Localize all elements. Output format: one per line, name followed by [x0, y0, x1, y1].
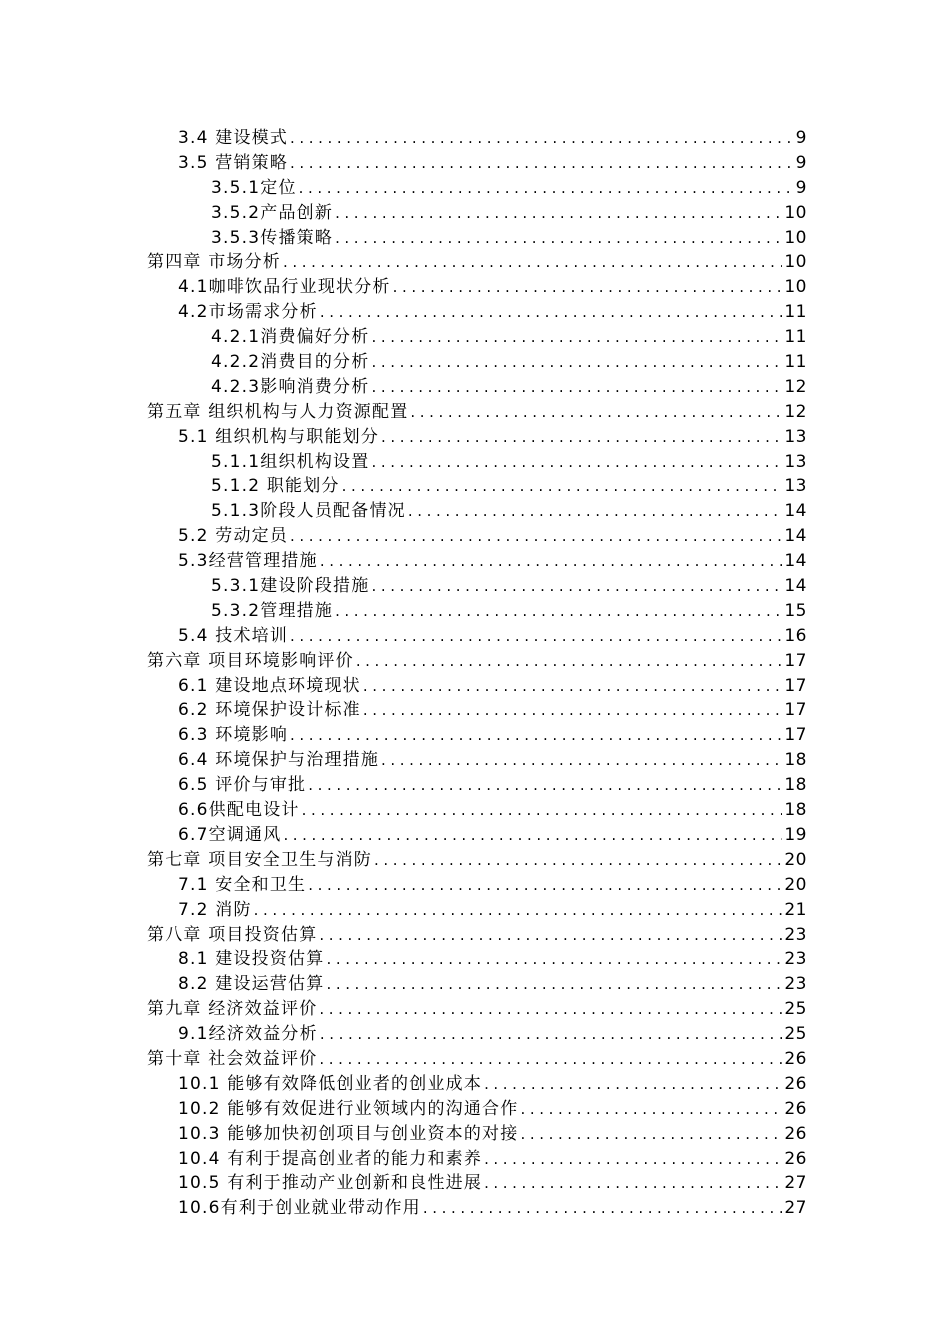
toc-entry[interactable] [147, 624, 807, 649]
toc-entry-page-number: 18 [784, 800, 807, 821]
toc-entry[interactable] [147, 201, 807, 226]
toc-entry-title: 3.4 建设模式 [178, 128, 289, 148]
toc-entry[interactable] [147, 898, 807, 923]
toc-entry-title: 10.3 能够加快初创项目与创业资本的对接 [178, 1123, 519, 1144]
toc-entry[interactable] [147, 873, 807, 898]
toc-entry-page-number: 23 [784, 924, 807, 945]
toc-entry-page-number: 10 [784, 227, 807, 248]
toc-entry-page-number: 17 [784, 650, 807, 671]
toc-entry-page-number: 10 [784, 252, 807, 273]
toc-entry-page-number: 13 [784, 451, 807, 472]
toc-entry-page-number: 11 [784, 302, 807, 323]
toc-entry[interactable] [147, 549, 807, 574]
toc-entry[interactable] [147, 574, 807, 599]
toc-entry[interactable] [147, 151, 807, 176]
toc-entry-page-number: 12 [784, 401, 807, 422]
toc-entry-page-number: 18 [784, 750, 807, 771]
toc-entry[interactable] [147, 524, 807, 549]
toc-entry-page-number: 13 [784, 476, 807, 497]
toc-dot-leader [371, 450, 782, 475]
toc-entry-title: 6.4 环境保护与治理措施 [178, 750, 380, 771]
toc-entry-page-number: 21 [784, 899, 807, 920]
toc-dot-leader [356, 649, 783, 674]
toc-dot-leader [363, 698, 783, 723]
toc-entry-title: 第七章 项目安全卫生与消防 [147, 849, 373, 870]
toc-entry[interactable] [147, 1122, 807, 1147]
toc-entry-title: 8.2 建设运营估算 [178, 974, 325, 995]
toc-entry-title: 10.2 能够有效促进行业领域内的沟通合作 [178, 1098, 519, 1119]
toc-dot-leader [320, 300, 783, 325]
toc-entry[interactable] [147, 400, 807, 425]
toc-dot-leader [371, 375, 782, 400]
toc-dot-leader [283, 823, 782, 848]
toc-dot-leader [520, 1122, 782, 1147]
toc-entry-page-number: 26 [784, 1073, 807, 1094]
toc-entry[interactable] [147, 972, 807, 997]
toc-entry[interactable] [147, 674, 807, 699]
toc-entry-page-number: 17 [784, 725, 807, 746]
toc-entry-title: 6.5 评价与审批 [178, 775, 307, 796]
toc-dot-leader [371, 325, 782, 350]
toc-entry[interactable] [147, 1147, 807, 1172]
toc-entry-title: 4.1咖啡饮品行业现状分析 [178, 277, 391, 298]
toc-dot-leader [290, 524, 782, 549]
toc-entry-page-number: 16 [784, 625, 807, 646]
toc-entry-title: 9.1经济效益分析 [178, 1024, 318, 1045]
toc-entry[interactable] [147, 325, 807, 350]
toc-entry[interactable] [147, 350, 807, 375]
toc-entry-page-number: 23 [784, 949, 807, 970]
toc-dot-leader [423, 1196, 783, 1221]
toc-dot-leader [283, 250, 782, 275]
toc-dot-leader [320, 1022, 783, 1047]
toc-entry-title: 6.3 环境影响 [178, 725, 289, 746]
toc-dot-leader [381, 748, 782, 773]
toc-entry[interactable] [147, 599, 807, 624]
toc-entry-page-number: 15 [784, 600, 807, 621]
toc-entry-page-number: 9 [795, 152, 807, 173]
toc-entry[interactable] [147, 773, 807, 798]
toc-dot-leader [335, 599, 782, 624]
toc-entry-title: 6.6供配电设计 [178, 800, 300, 821]
toc-entry-page-number: 20 [784, 874, 807, 895]
toc-entry-title: 6.2 环境保护设计标准 [178, 700, 361, 721]
toc-entry[interactable] [147, 947, 807, 972]
toc-dot-leader [374, 848, 782, 873]
toc-entry-title: 3.5.2产品创新 [211, 202, 334, 223]
toc-entry-title: 6.1 建设地点环境现状 [178, 675, 361, 696]
toc-entry-page-number: 26 [784, 1123, 807, 1144]
toc-dot-leader [484, 1072, 782, 1097]
toc-entry[interactable] [147, 798, 807, 823]
toc-dot-leader [319, 923, 782, 948]
toc-dot-leader [326, 947, 782, 972]
toc-entry-page-number: 10 [784, 277, 807, 298]
toc-dot-leader [319, 1047, 782, 1072]
toc-dot-leader [484, 1147, 782, 1172]
toc-entry[interactable] [147, 450, 807, 475]
toc-entry-page-number: 27 [784, 1173, 807, 1194]
toc-entry-page-number: 9 [795, 177, 807, 198]
toc-entry[interactable] [147, 997, 807, 1022]
toc-entry[interactable] [147, 723, 807, 748]
toc-entry-page-number: 23 [784, 974, 807, 995]
toc-entry[interactable] [147, 499, 807, 524]
toc-entry-page-number: 9 [795, 128, 807, 148]
toc-entry-page-number: 18 [784, 775, 807, 796]
toc-entry-title: 10.6有利于创业就业带动作用 [178, 1198, 421, 1219]
toc-entry-page-number: 25 [784, 999, 807, 1020]
toc-dot-leader [335, 201, 782, 226]
toc-entry-title: 第五章 组织机构与人力资源配置 [147, 401, 409, 422]
toc-entry-page-number: 26 [784, 1098, 807, 1119]
toc-dot-leader [408, 499, 783, 524]
toc-entry-page-number: 13 [784, 426, 807, 447]
toc-entry[interactable] [147, 226, 807, 251]
toc-entry-page-number: 10 [784, 202, 807, 223]
toc-entry[interactable] [147, 176, 807, 201]
toc-entry[interactable] [147, 126, 807, 151]
toc-entry-title: 3.5.3传播策略 [211, 227, 334, 248]
toc-entry[interactable] [147, 823, 807, 848]
toc-dot-leader [342, 474, 783, 499]
toc-dot-leader [371, 574, 782, 599]
toc-dot-leader [335, 226, 782, 251]
toc-entry[interactable] [147, 1097, 807, 1122]
toc-entry-title: 10.4 有利于提高创业者的能力和素养 [178, 1148, 483, 1169]
toc-entry[interactable] [147, 1196, 807, 1221]
toc-entry-title: 6.7空调通风 [178, 824, 282, 845]
toc-dot-leader [299, 176, 794, 201]
toc-entry-page-number: 14 [784, 551, 807, 572]
toc-entry-title: 4.2.2消费目的分析 [211, 352, 370, 373]
toc-entry-title: 5.1.1组织机构设置 [211, 451, 370, 472]
toc-entry[interactable] [147, 1047, 807, 1072]
toc-dot-leader [302, 798, 783, 823]
toc-entry-title: 8.1 建设投资估算 [178, 949, 325, 970]
toc-entry[interactable] [147, 923, 807, 948]
toc-entry-title: 第四章 市场分析 [147, 252, 282, 273]
toc-entry-title: 5.2 劳动定员 [178, 526, 289, 547]
toc-entry-page-number: 25 [784, 1024, 807, 1045]
toc-entry-title: 4.2.3影响消费分析 [211, 376, 370, 397]
toc-dot-leader [319, 997, 782, 1022]
toc-entry-title: 第九章 经济效益评价 [147, 999, 318, 1020]
toc-entry-title: 10.1 能够有效降低创业者的创业成本 [178, 1073, 483, 1094]
toc-entry-page-number: 17 [784, 675, 807, 696]
toc-entry-page-number: 20 [784, 849, 807, 870]
toc-dot-leader [290, 723, 782, 748]
toc-entry[interactable] [147, 748, 807, 773]
toc-dot-leader [371, 350, 782, 375]
toc-entry-page-number: 14 [784, 526, 807, 547]
toc-entry-title: 4.2.1消费偏好分析 [211, 327, 370, 348]
toc-entry-title: 3.5.1定位 [211, 177, 297, 198]
toc-entry-page-number: 12 [784, 376, 807, 397]
toc-entry[interactable] [147, 1171, 807, 1196]
toc-dot-leader [484, 1171, 782, 1196]
toc-entry[interactable] [147, 698, 807, 723]
toc-entry-title: 5.1 组织机构与职能划分 [178, 426, 380, 447]
toc-entry-title: 7.2 消防 [178, 899, 252, 920]
table-of-contents [147, 126, 807, 1221]
toc-entry[interactable] [147, 1022, 807, 1047]
toc-entry-title: 10.5 有利于推动产业创新和良性进展 [178, 1173, 483, 1194]
toc-entry-title: 5.3.2管理措施 [211, 600, 334, 621]
toc-entry-page-number: 11 [784, 352, 807, 373]
toc-entry-page-number: 14 [784, 501, 807, 522]
toc-entry-page-number: 14 [784, 576, 807, 597]
toc-entry-title: 4.2市场需求分析 [178, 302, 318, 323]
toc-entry-title: 第十章 社会效益评价 [147, 1048, 318, 1069]
toc-entry-page-number: 19 [784, 824, 807, 845]
toc-dot-leader [520, 1097, 782, 1122]
toc-entry-page-number: 26 [784, 1048, 807, 1069]
toc-entry[interactable] [147, 375, 807, 400]
toc-dot-leader [308, 773, 782, 798]
toc-entry-title: 5.3.1建设阶段措施 [211, 576, 370, 597]
toc-entry[interactable] [147, 474, 807, 499]
toc-dot-leader [363, 674, 783, 699]
toc-dot-leader [393, 275, 783, 300]
toc-entry-title: 5.3经营管理措施 [178, 551, 318, 572]
toc-entry[interactable] [147, 300, 807, 325]
toc-entry[interactable] [147, 649, 807, 674]
toc-entry-title: 5.4 技术培训 [178, 625, 289, 646]
toc-dot-leader [290, 151, 794, 176]
toc-entry-title: 5.1.2 职能划分 [211, 476, 340, 497]
toc-entry-title: 第六章 项目环境影响评价 [147, 650, 354, 671]
toc-dot-leader [290, 624, 782, 649]
toc-entry-title: 3.5 营销策略 [178, 152, 289, 173]
toc-dot-leader [308, 873, 782, 898]
toc-dot-leader [254, 898, 783, 923]
toc-entry[interactable] [147, 1072, 807, 1097]
toc-dot-leader [381, 425, 782, 450]
toc-dot-leader [326, 972, 782, 997]
toc-entry[interactable] [147, 275, 807, 300]
toc-dot-leader [290, 126, 794, 151]
toc-entry[interactable] [147, 848, 807, 873]
toc-dot-leader [320, 549, 783, 574]
toc-entry-page-number: 26 [784, 1148, 807, 1169]
toc-entry[interactable] [147, 425, 807, 450]
toc-entry-page-number: 11 [784, 327, 807, 348]
toc-entry-page-number: 17 [784, 700, 807, 721]
toc-entry-title: 5.1.3阶段人员配备情况 [211, 501, 406, 522]
toc-entry-title: 第八章 项目投资估算 [147, 924, 318, 945]
toc-entry[interactable] [147, 250, 807, 275]
toc-entry-page-number: 27 [784, 1198, 807, 1219]
toc-dot-leader [410, 400, 782, 425]
toc-entry-title: 7.1 安全和卫生 [178, 874, 307, 895]
